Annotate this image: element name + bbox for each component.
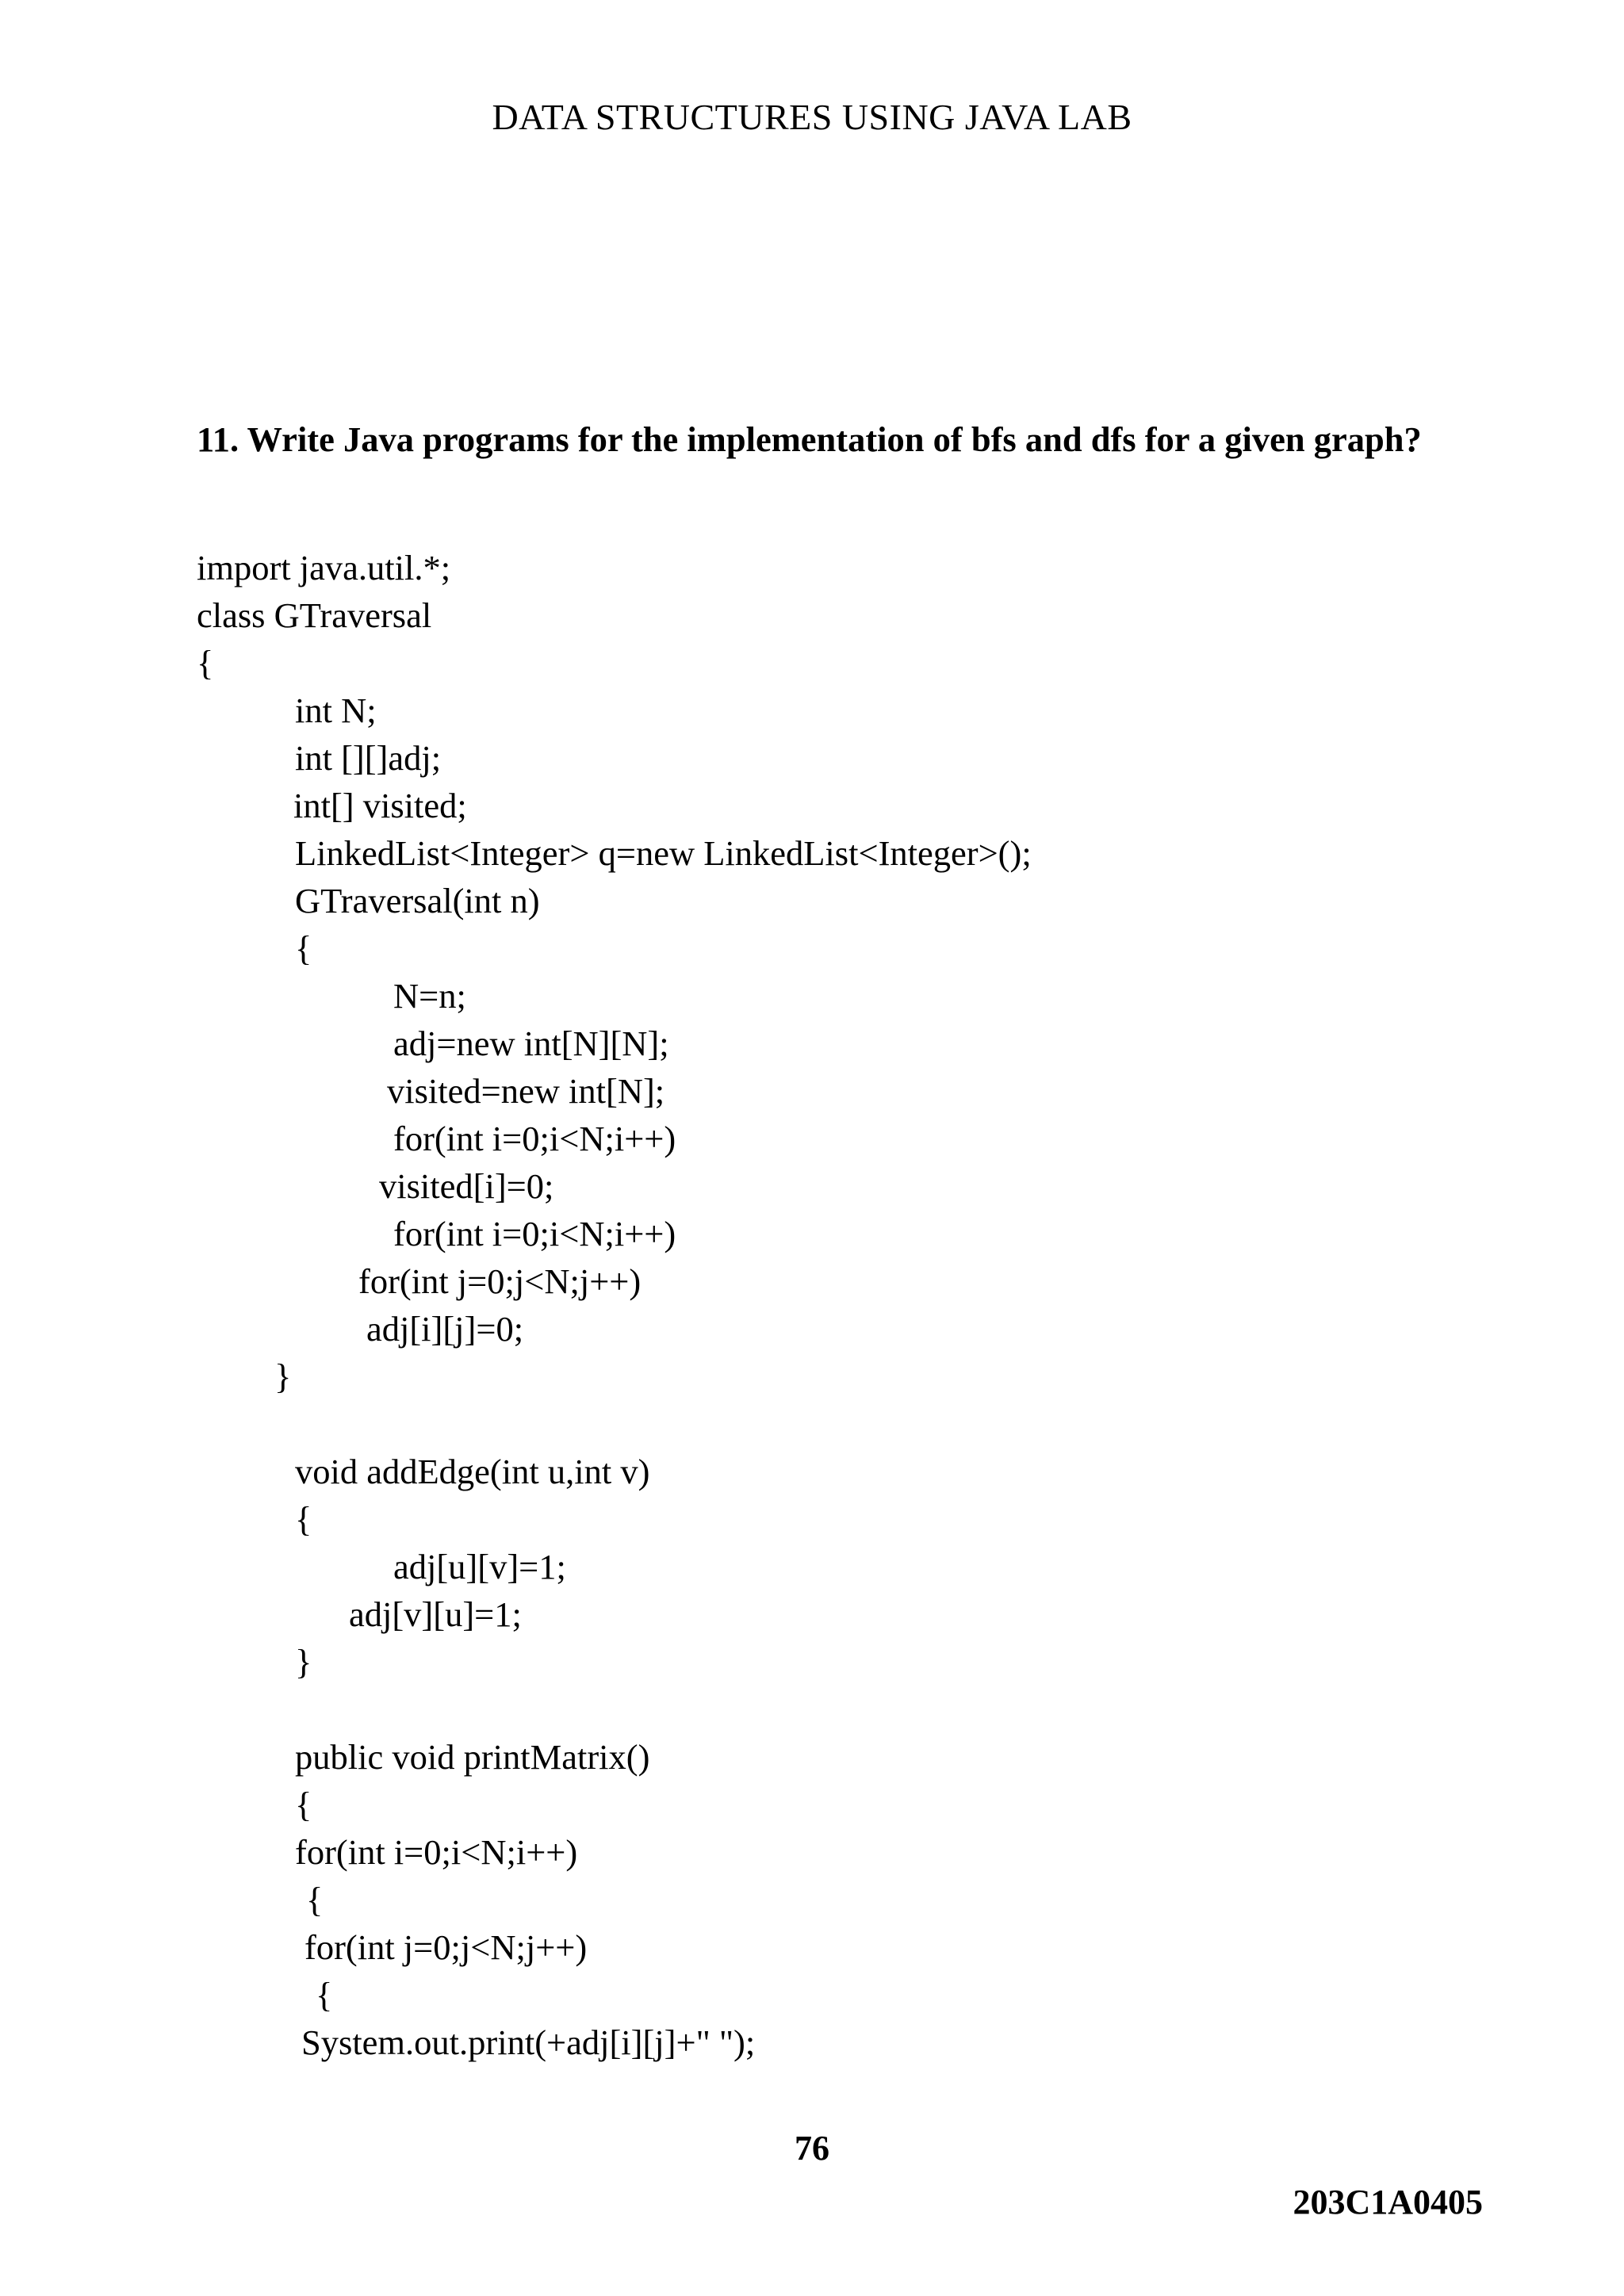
code-line: import java.util.*; [197,548,451,587]
code-line: for(int j=0;j<N;j++) [304,1927,588,1967]
code-line: void addEdge(int u,int v) [295,1452,650,1491]
code-line: for(int j=0;j<N;j++) [358,1261,642,1301]
code-line: visited=new int[N]; [387,1071,665,1111]
code-line: int [][]adj; [295,738,442,778]
code-line: } [274,1357,292,1396]
code-line: visited[i]=0; [379,1166,554,1206]
code-line: GTraversal(int n) [295,881,540,920]
code-line: { [295,1499,312,1539]
code-line: System.out.print(+adj[i][j]+" "); [301,2022,756,2062]
code-line: adj[i][j]=0; [366,1309,524,1349]
code-line: N=n; [393,976,466,1016]
code-line: public void printMatrix() [295,1737,650,1777]
code-line: int[] visited; [293,786,467,825]
code-line: { [316,1975,333,2015]
code-line: class GTraversal [197,595,432,635]
code-line: for(int i=0;i<N;i++) [393,1214,676,1253]
roll-number: 203C1A0405 [1293,2183,1483,2221]
code-line: { [197,643,214,683]
code-line: int N; [295,691,377,730]
code-line: adj[u][v]=1; [393,1547,566,1586]
running-header: DATA STRUCTURES USING JAVA LAB [492,97,1132,137]
code-line: for(int i=0;i<N;i++) [393,1119,676,1158]
code-line: { [306,1880,324,1919]
code-line: adj=new int[N][N]; [393,1024,669,1063]
code-line: for(int i=0;i<N;i++) [295,1832,578,1872]
code-line: { [295,1785,312,1824]
page-number: 76 [795,2129,829,2168]
code-line: { [295,928,312,968]
code-line: adj[v][u]=1; [349,1594,522,1634]
question-heading: 11. Write Java programs for the implementation of bfs and dfs for a given graph? [197,419,1422,459]
code-line: LinkedList<Integer> q=new LinkedList<Integer>(); [295,833,1032,873]
code-line: } [295,1642,312,1682]
